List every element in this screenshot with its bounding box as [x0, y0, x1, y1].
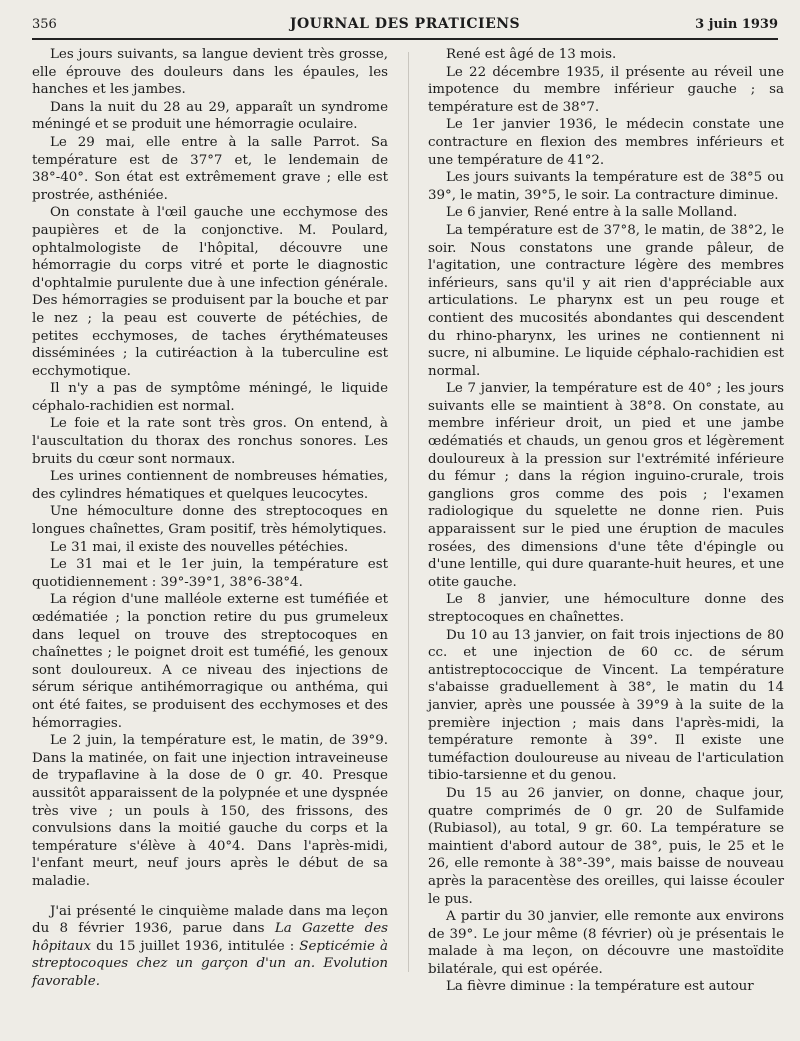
paragraph: On constate à l'œil gauche une ecchymose des paupières et de la conjonctive. M. Poulard, ophtalmologiste de l'hôpital, découvre une hémorragie du corps vitré et porte le diagnostic d'ophtalmie purulente due à une infection générale. Des hémorragies se produisent par la bouche et par le nez ; la peau est couverte de pétéchies, de petites ecchymoses, de taches érythémateuses disséminées ; la cutiréaction à la tuberculine est ecchymotique. [32, 205, 388, 379]
paragraph: Le 6 janvier, René entre à la salle Molland. [446, 205, 738, 221]
paragraph: Une hémoculture donne des streptocoques en longues chaînettes, Gram positif, très hémolytiques. [32, 504, 388, 538]
journal-citation: La Gazette des hôpitaux [32, 921, 388, 954]
paragraph: La fièvre diminue : la température est autour [446, 979, 754, 995]
paragraph: Le 29 mai, elle entre à la salle Parrot. Sa température est de 37°7 et, le lendemain de 38°-40°. Son état est extrêmement grave ; elle est prostrée, asthéniée. [32, 134, 388, 203]
column-divider [408, 52, 409, 972]
paragraph: Les jours suivants, sa langue devient très grosse, elle éprouve des douleurs dans les épaules, les hanches et les jambes. [32, 47, 388, 98]
paragraph: Le 31 mai et le 1er juin, la température est quotidiennement : 39°-39°1, 38°6-38°4. [32, 557, 388, 590]
page-number: 356 [32, 17, 57, 32]
paragraph: Les jours suivants la température est de 38°5 ou 39°, le matin, 39°5, le soir. La contracture diminue. [428, 170, 784, 203]
case-introduction-paragraph [32, 903, 388, 991]
paragraph: René est âgé de 13 mois. [446, 47, 617, 62]
lesson-title: Septicémie à streptocoques chez un garçon d'un an. Evolution favorable. [32, 938, 389, 989]
paragraph: Le 31 mai, il existe des nouvelles pétéchies. [50, 539, 349, 555]
paragraph: Il n'y a pas de symptôme méningé, le liquide céphalo-rachidien est normal. [32, 381, 388, 414]
right-column [428, 46, 784, 996]
paragraph: Le 8 janvier, une hémoculture donne des streptocoques en chaînettes. [428, 592, 784, 625]
paragraph: Le 22 décembre 1935, il présente au réveil une impotence du membre inférieur gauche ; sa température est de 38°7. [428, 64, 784, 115]
paragraph: Les urines contiennent de nombreuses hématies, des cylindres hématiques et quelques leucocytes. [32, 469, 388, 502]
paragraph: Dans la nuit du 28 au 29, apparaît un syndrome méningé et se produit une hémorragie oculaire. [32, 99, 388, 133]
paragraph: A partir du 30 janvier, elle remonte aux environs de 39°. Le jour même (8 février) où je présentais le malade à ma leçon, on découvre une mastoïdite bilatérale, qui est opérée. [428, 909, 784, 977]
paragraph: Du 15 au 26 janvier, on donne, chaque jour, quatre comprimés de 0 gr. 20 de Sulfamide (Rubiasol), au total, 9 gr. 60. La température se maintient d'abord autour de 38°, puis, le 25 et le 26, elle remonte à 38°-39°, mais baisse de nouveau après la paracentèse des oreilles, qui laisse écouler le pus. [428, 785, 784, 907]
left-column [32, 46, 388, 990]
paragraph: Le 1er janvier 1936, le médecin constate une contracture en flexion des membres inférieurs et une température de 41°2. [428, 117, 784, 168]
paragraph: Le 7 janvier, la température est de 40° ; les jours suivants elle se maintient à 38°8. On constate, au membre inférieur droit, un pied et une jambe œdématiés et chauds, un genou gros et légèrement douloureux à la pression sur l'extrémité inférieure du fémur ; dans la région inguino-crurale, trois ganglions gros comme des pois ; l'examen radiologique du squelette ne donne rien. Puis apparaissent sur le pied une éruption de macules rosées, des dimensions d'une tête d'épingle ou d'une lentille, qui dure quarante-huit heures, et une otite gauche. [428, 381, 784, 590]
intro-text: du 15 juillet 1936, intitulée : [91, 938, 300, 954]
running-header [32, 14, 778, 40]
issue-date: 3 juin 1939 [695, 17, 778, 32]
paragraph: Le 2 juin, la température est, le matin, de 39°9. Dans la matinée, on fait une injection intraveineuse de trypaflavine à la dose de 0 gr. 40. Presque aussitôt apparaissent de la polypnée et une dyspnée très vive ; un pouls à 150, des frissons, des convulsions dans la moitié gauche du corps et la température s'élève à 40°4. Dans l'après-midi, l'enfant meurt, neuf jours après le début de sa maladie. [32, 733, 388, 889]
paragraph: Le foie et la rate sont très gros. On entend, à l'auscultation du thorax des ronchus sonores. Les bruits du cœur sont normaux. [32, 416, 388, 467]
intro-text: J'ai présenté le cinquième malade dans ma leçon du 8 février 1936, parue dans [32, 903, 388, 937]
paragraph: La région d'une malléole externe est tuméfiée et œdématiée ; la ponction retire du pus grumeleux dans lequel on trouve des streptocoques en chaînettes ; le poignet droit est tuméfié, les genoux sont douloureux. A ce niveau des injections de sérum sérique antihémorragique ou anthéma, qui ont été faites, se produisent des ecchymoses et des hémorragies. [32, 592, 388, 731]
paragraph: La température est de 37°8, le matin, de 38°2, le soir. Nous constatons une grande pâleur, de l'agitation, une contracture légère des membres inférieurs, sans qu'il y ait rien d'appréciable aux articulations. Le pharynx est un peu rouge et contient des mucosités abondantes qui descendent du rhino-pharynx, les urines ne contiennent ni sucre, ni albumine. Le liquide céphalo-rachidien est normal. [428, 222, 784, 379]
journal-title: JOURNAL DES PRATICIENS [289, 16, 521, 32]
paragraph: Du 10 au 13 janvier, on fait trois injections de 80 cc. et une injection de 60 cc. de sérum antistreptococcique de Vincent. La température s'abaisse graduellement à 38°, le matin du 14 janvier, après une poussée à 39°9 à la suite de la première injection ; mais dans l'après-midi, la température remonte à 39°. Il existe une tuméfaction douloureuse au niveau de l'articulation tibio-tarsienne et du genou. [428, 627, 784, 784]
